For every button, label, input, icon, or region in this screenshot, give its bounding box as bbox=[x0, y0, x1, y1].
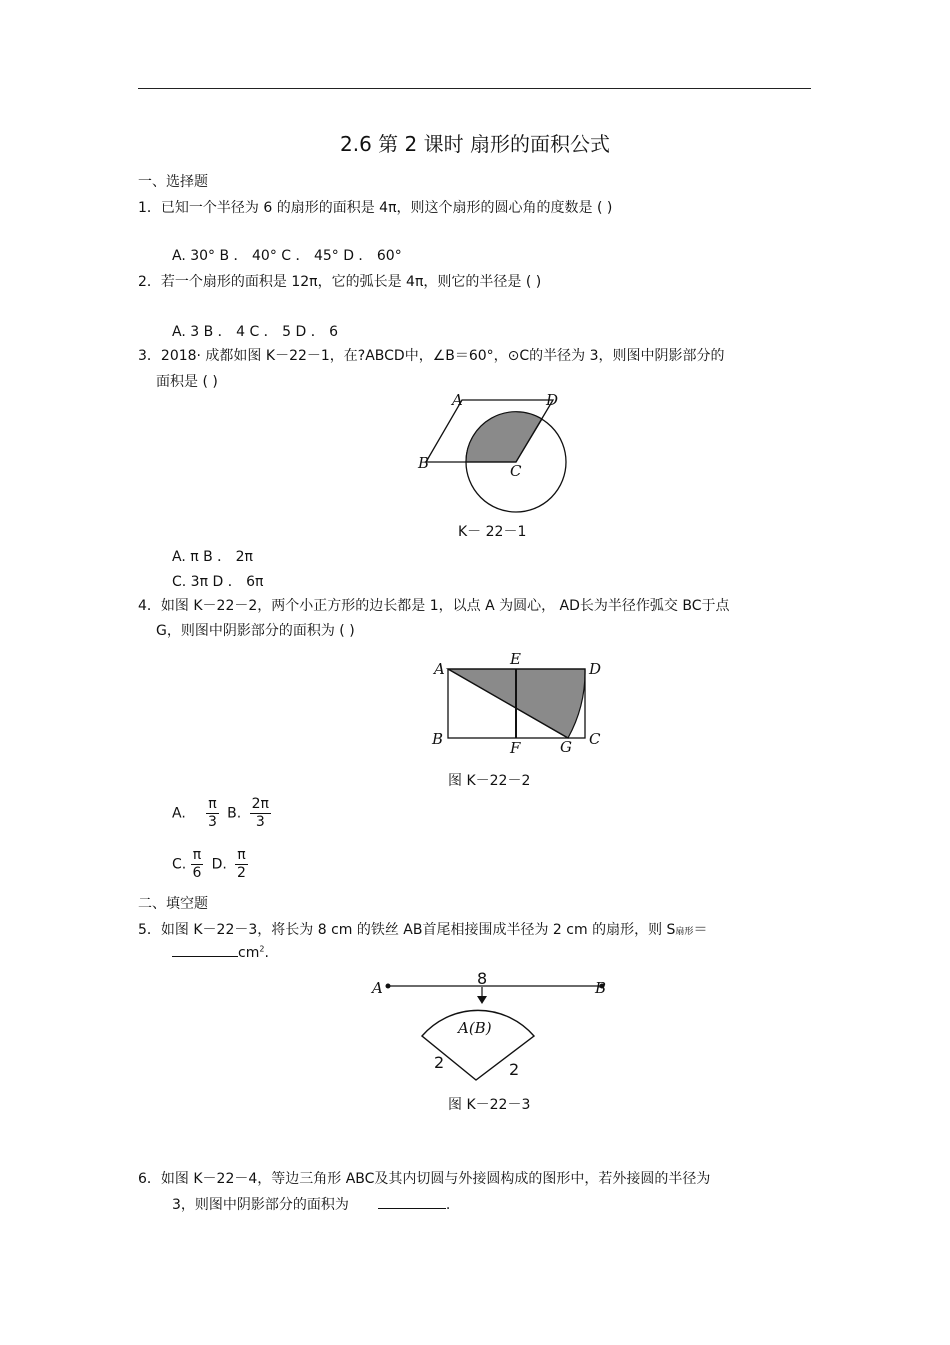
fig1-label-B: B bbox=[418, 454, 430, 472]
question-3-options-cd: C. 3π D ． 6π bbox=[172, 574, 264, 590]
fig3-label-AB: A(B) bbox=[458, 1019, 492, 1037]
figure-k22-3 bbox=[368, 965, 618, 1083]
question-3-options-ab: A. π B ． 2π bbox=[172, 549, 253, 565]
figure-k22-2 bbox=[428, 650, 608, 760]
question-5-subscript: 扇形 bbox=[675, 927, 694, 937]
option-b-numerator: 2π bbox=[251, 796, 269, 812]
option-c-denominator: 6 bbox=[192, 865, 202, 881]
option-a-label: A. bbox=[172, 805, 186, 822]
question-4-options-ab bbox=[172, 796, 275, 831]
section-fill-heading: 二、填空题 bbox=[138, 896, 208, 912]
option-d-numerator: π bbox=[237, 847, 246, 863]
figure-k22-1 bbox=[410, 388, 580, 518]
fig2-label-E: E bbox=[510, 650, 521, 668]
figure-k22-1-caption: K－ 22－1 bbox=[458, 524, 527, 540]
option-b-fraction bbox=[250, 796, 271, 831]
option-d-fraction bbox=[235, 847, 247, 882]
fig2-label-G: G bbox=[560, 738, 572, 756]
fig2-label-C: C bbox=[589, 730, 601, 748]
question-2: 2．若一个扇形的面积是 12π，它的弧长是 4π，则它的半径是 ( ) bbox=[138, 274, 542, 290]
header-rule bbox=[138, 88, 811, 89]
answer-blank-5[interactable] bbox=[172, 944, 238, 957]
question-1-options: A. 30° B ． 40° C ． 45° D ． 60° bbox=[172, 248, 402, 264]
option-c-fraction bbox=[191, 847, 203, 882]
fig3-label-radius-right: 2 bbox=[509, 1060, 520, 1079]
question-3-line2: 面积是 ( ) bbox=[156, 374, 218, 390]
option-d-label: D. bbox=[211, 856, 227, 873]
question-6-end: . bbox=[445, 1197, 451, 1213]
question-5-line1 bbox=[138, 919, 707, 939]
question-5-line2 bbox=[172, 944, 269, 961]
option-d-denominator: 2 bbox=[237, 865, 246, 881]
question-6-line2 bbox=[172, 1194, 450, 1214]
fig2-label-D: D bbox=[589, 660, 602, 678]
fig1-label-C: C bbox=[510, 462, 522, 480]
option-a-numerator: π bbox=[208, 796, 217, 812]
question-2-options: A. 3 B ． 4 C ． 5 D ． 6 bbox=[172, 324, 339, 340]
section-choice-heading: 一、选择题 bbox=[138, 174, 208, 190]
fig3-label-radius-left: 2 bbox=[434, 1053, 445, 1072]
figure-k22-2-caption: 图 K－22－2 bbox=[448, 773, 531, 789]
question-5-unit: cm bbox=[238, 945, 260, 961]
question-4-line1: 4．如图 K－22－2，两个小正方形的边长都是 1，以点 A 为圆心， AD长为半径作弧交 BC于点 bbox=[138, 598, 730, 614]
fig3-label-B: B bbox=[595, 979, 607, 997]
fig1-label-D: D bbox=[546, 391, 559, 409]
question-5-eq: ＝ bbox=[693, 922, 708, 938]
question-3-line1: 3．2018· 成都如图 K－22－1，在?ABCD中，∠B＝60°，⊙C的半径为 3，则图中阴影部分的 bbox=[138, 348, 725, 364]
fig3-label-A: A bbox=[372, 979, 383, 997]
question-4-options-cd bbox=[172, 847, 252, 882]
option-c-numerator: π bbox=[192, 847, 202, 863]
question-6-line1: 6．如图 K－22－4，等边三角形 ABC及其内切圆与外接圆构成的图形中，若外接圆的半径为 bbox=[138, 1171, 711, 1187]
page-title: 2.6 第 2 课时 扇形的面积公式 bbox=[340, 132, 610, 156]
fig2-label-F: F bbox=[510, 739, 521, 757]
answer-blank-6[interactable] bbox=[378, 1196, 446, 1209]
question-4-line2: G，则图中阴影部分的面积为 ( ) bbox=[156, 623, 355, 639]
fig1-label-A: A bbox=[452, 391, 463, 409]
option-a-fraction bbox=[206, 796, 218, 831]
question-5-end: . bbox=[264, 945, 269, 961]
figure-k22-3-caption: 图 K－22－3 bbox=[448, 1097, 531, 1113]
question-1: 1．已知一个半径为 6 的扇形的面积是 4π，则这个扇形的圆心角的度数是 ( ) bbox=[138, 200, 613, 216]
question-6-text: 3，则图中阴影部分的面积为 bbox=[172, 1197, 349, 1213]
fig3-label-length: 8 bbox=[477, 969, 488, 988]
fig2-label-B: B bbox=[432, 730, 444, 748]
option-c-label: C. bbox=[172, 856, 187, 873]
option-b-label: B. bbox=[227, 805, 242, 822]
option-b-denominator: 3 bbox=[255, 814, 265, 830]
question-5-unit-sup: 2 bbox=[259, 944, 265, 954]
option-a-denominator: 3 bbox=[207, 814, 217, 830]
fig2-label-A: A bbox=[434, 660, 445, 678]
question-5-text: 5．如图 K－22－3，将长为 8 cm 的铁丝 AB首尾相接围成半径为 2 cm 的扇形，则 S bbox=[138, 922, 676, 938]
